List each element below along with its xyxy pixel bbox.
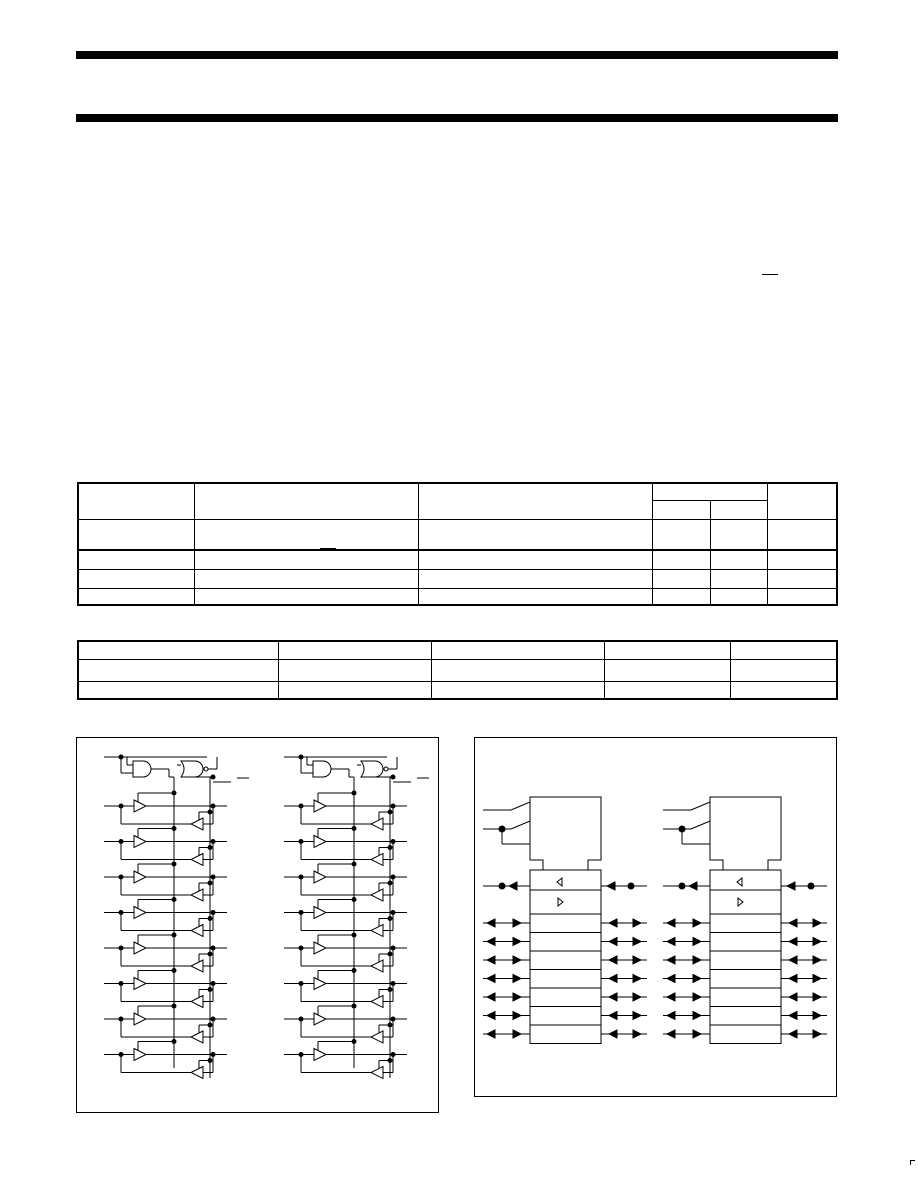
arrow-left [487,956,495,964]
arrow-left [667,956,675,964]
iec-symbol-block [663,797,827,1044]
junction-dot [352,898,356,902]
and-gate [313,761,331,777]
data-cell [530,1025,601,1044]
arrow-left [487,938,495,946]
junction-dot [352,862,356,866]
arrow-right [633,975,641,983]
buffer-triangle [371,960,383,972]
arrow-left [789,1030,797,1038]
buffer-triangle [191,925,203,937]
or-gate [361,761,383,777]
junction-dot [679,883,685,889]
junction-dot [352,791,356,795]
arrow-right [633,1030,641,1038]
arrow-left [667,1030,675,1038]
buffer-triangle [134,907,146,919]
arrow-left [607,882,615,890]
buffer-triangle [134,836,146,848]
junction-dot [352,969,356,973]
buffer-triangle [371,925,383,937]
buffer-triangle [314,907,326,919]
junction-dot [208,988,212,992]
buffer-triangle [191,889,203,901]
junction-dot [388,988,392,992]
buffer-triangle [314,871,326,883]
table-row [78,569,837,588]
arrow-left [789,956,797,964]
direction-cell [710,890,781,914]
direction-glyph [558,898,563,906]
buffer-triangle [314,1013,326,1025]
junction-dot [172,933,176,937]
buffer-triangle [314,978,326,990]
direction-glyph [738,898,743,906]
buffer-triangle [134,1049,146,1061]
logic-diagram-frame [76,737,439,1113]
junction-dot [208,1059,212,1063]
arrow-right [813,993,821,1001]
junction-dot [352,933,356,937]
arrow-right [633,938,641,946]
arrow-right [513,1012,521,1020]
junction-dot [208,1023,212,1027]
buffer-triangle [134,942,146,954]
data-cell [530,988,601,1007]
buffer-triangle [371,854,383,866]
junction-dot [388,1023,392,1027]
header-bar-bottom [76,114,838,122]
arrow-left [609,975,617,983]
arrow-right [633,1012,641,1020]
data-cell [710,988,781,1007]
arrow-left [789,938,797,946]
junction-dot [208,810,212,814]
junction-dot [172,862,176,866]
arrow-left [667,919,675,927]
control-block [530,797,601,870]
junction-dot [172,1040,176,1044]
direction-cell [530,870,601,890]
buffer-triangle [314,1049,326,1061]
arrow-left [609,956,617,964]
buffer-triangle [371,1067,383,1079]
arrow-right [513,993,521,1001]
direction-cell [530,890,601,914]
junction-dot [172,969,176,973]
logic-block [284,755,429,1079]
arrow-left [487,993,495,1001]
arrow-left [667,993,675,1001]
arrow-left [787,882,795,890]
arrow-right [513,975,521,983]
arrow-right [813,956,821,964]
data-cell [710,1025,781,1044]
junction-dot [208,846,212,850]
arrow-right [813,1012,821,1020]
arrow-right [513,919,521,927]
arrow-right [693,975,701,983]
direction-cell [710,870,781,890]
buffer-triangle [134,871,146,883]
data-cell [530,914,601,933]
arrow-left [789,975,797,983]
buffer-triangle [191,1067,203,1079]
ordering-table [77,640,838,700]
arrow-left [789,1012,797,1020]
arrow-left [609,938,617,946]
arrow-right [633,919,641,927]
arrow-left [487,1012,495,1020]
junction-dot [172,898,176,902]
arrow-left [689,882,697,890]
header-bar-top [76,51,838,59]
arrow-right [513,956,521,964]
table-row [78,550,837,569]
buffer-triangle [134,1013,146,1025]
buffer-triangle [191,996,203,1008]
arrow-right [693,956,701,964]
logic-diagram [77,738,438,1112]
arrow-left [609,1012,617,1020]
junction-dot [808,883,814,889]
junction-dot [352,1004,356,1008]
direction-glyph [737,878,742,886]
and-gate [133,761,151,777]
arrow-right [513,1030,521,1038]
polarity-flag [691,821,710,829]
arrow-right [693,1012,701,1020]
arrow-right [693,938,701,946]
iec-symbol-block [483,797,647,1044]
buffer-triangle [371,818,383,830]
arrow-left [789,919,797,927]
arrow-right [633,956,641,964]
data-cell [710,933,781,952]
buffer-triangle [191,960,203,972]
arrow-left [609,993,617,1001]
polarity-flag [691,802,710,810]
arrow-left [609,919,617,927]
junction-dot [172,791,176,795]
data-cell [710,914,781,933]
data-cell [710,951,781,970]
buffer-triangle [191,818,203,830]
overline-mark [762,274,778,275]
arrow-right [633,993,641,1001]
iec-logic-symbol [475,738,836,1096]
data-cell [530,933,601,952]
arrow-right [693,1030,701,1038]
junction-dot [388,846,392,850]
arrow-left [487,919,495,927]
logic-block [104,755,249,1079]
arrow-left [667,975,675,983]
arrow-left [667,1012,675,1020]
junction-dot [388,917,392,921]
polarity-flag [511,802,530,810]
table-row [78,588,837,605]
junction-dot [208,881,212,885]
junction-dot [388,952,392,956]
buffer-triangle [314,800,326,812]
quick-reference-table [77,482,838,606]
junction-dot [208,917,212,921]
junction-dot [388,881,392,885]
junction-dot [391,775,395,779]
buffer-triangle [134,800,146,812]
direction-glyph [557,878,562,886]
arrow-left [487,1030,495,1038]
arrow-right [813,1030,821,1038]
arrow-right [513,938,521,946]
table-row [78,659,837,681]
arrow-left [609,1030,617,1038]
arrow-left [789,993,797,1001]
data-cell [710,1007,781,1026]
buffer-triangle [191,1031,203,1043]
data-cell [710,970,781,989]
overline-mark [320,548,336,549]
buffer-triangle [371,1031,383,1043]
arrow-right [813,975,821,983]
arrow-right [693,993,701,1001]
arrow-right [813,938,821,946]
table-row [78,681,837,699]
iec-symbol-frame [474,737,837,1097]
buffer-triangle [371,889,383,901]
junction-dot [388,1059,392,1063]
junction-dot [211,775,215,779]
junction-dot [499,883,505,889]
or-gate [181,761,203,777]
junction-dot [628,883,634,889]
junction-dot [172,1004,176,1008]
buffer-triangle [134,978,146,990]
control-block [710,797,781,870]
junction-dot [352,1040,356,1044]
page-corner-mark [910,1160,915,1165]
arrow-left [487,975,495,983]
data-cell [530,1007,601,1026]
buffer-triangle [191,854,203,866]
arrow-left [667,938,675,946]
data-cell [530,970,601,989]
buffer-triangle [314,836,326,848]
arrow-right [813,919,821,927]
inversion-bubble [384,767,388,771]
junction-dot [388,810,392,814]
junction-dot [172,827,176,831]
buffer-triangle [314,942,326,954]
arrow-left [509,882,517,890]
arrow-right [693,919,701,927]
inversion-bubble [204,767,208,771]
junction-dot [208,952,212,956]
buffer-triangle [371,996,383,1008]
data-cell [530,951,601,970]
polarity-flag [511,821,530,829]
junction-dot [352,827,356,831]
